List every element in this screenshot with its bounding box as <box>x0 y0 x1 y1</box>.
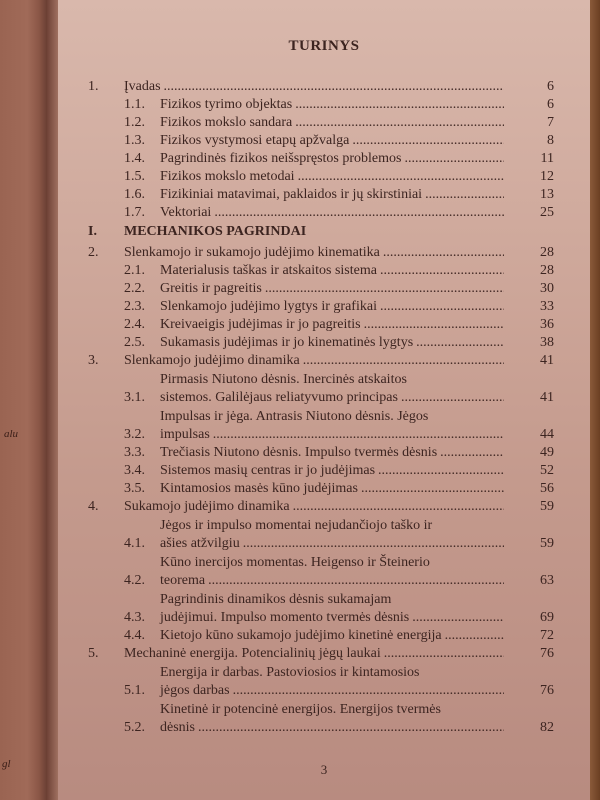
toc-section-entry <box>88 664 554 700</box>
toc-entry-title-line1: Pirmasis Niutono dėsnis. Inercinės atskaitos <box>160 372 407 387</box>
toc-entry-title: MECHANIKOS PAGRINDAI <box>124 224 307 239</box>
toc-page-number: 56 <box>540 481 554 496</box>
dot-leader <box>352 132 504 150</box>
toc-page-number: 25 <box>540 205 554 220</box>
toc-entry-number: 1.4. <box>124 151 145 166</box>
toc-chapter-entry <box>88 645 554 663</box>
dot-leader <box>384 645 504 663</box>
toc-entry-number: 4.4. <box>124 628 145 643</box>
dot-leader <box>416 334 504 352</box>
toc-entry-number: 3.1. <box>124 390 145 405</box>
dot-leader <box>295 114 504 132</box>
dot-leader <box>380 262 504 280</box>
toc-section-entry <box>88 316 554 334</box>
toc-chapter-entry <box>88 498 554 516</box>
table-of-contents <box>88 78 554 737</box>
dot-leader <box>295 96 504 114</box>
toc-entry-title: Kietojo kūno sukamojo judėjimo kinetinė energija <box>160 628 442 643</box>
toc-section-entry <box>88 462 554 480</box>
toc-page-number: 8 <box>547 133 554 148</box>
toc-section-entry <box>88 408 554 444</box>
dot-leader <box>198 719 504 737</box>
toc-entry-number: 5. <box>88 646 99 661</box>
book-page <box>58 0 590 800</box>
toc-entry-title: Mechaninė energija. Potencialinių jėgų laukai <box>124 646 381 661</box>
toc-entry-title: Kreivaeigis judėjimas ir jo pagreitis <box>160 317 361 332</box>
toc-entry-number: 1.6. <box>124 187 145 202</box>
dot-leader <box>213 426 504 444</box>
toc-entry-number: 1. <box>88 79 99 94</box>
dot-leader <box>233 682 504 700</box>
toc-entry-title-line1: Kinetinė ir potencinė energijos. Energijos tvermės <box>160 702 441 717</box>
toc-section-entry <box>88 168 554 186</box>
toc-section-entry <box>88 627 554 645</box>
toc-section-entry <box>88 480 554 498</box>
toc-entry-number: 5.2. <box>124 720 145 735</box>
dot-leader <box>404 150 504 168</box>
dot-leader <box>243 535 504 553</box>
toc-entry-number: 4.1. <box>124 536 145 551</box>
dot-leader <box>214 204 504 222</box>
toc-entry-title: teorema <box>160 573 206 588</box>
toc-entry-title: ašies atžvilgiu <box>160 536 240 551</box>
toc-part-heading <box>88 223 554 241</box>
left-page-fragment: alu <box>4 428 19 440</box>
toc-section-entry <box>88 444 554 462</box>
toc-page-number: 59 <box>540 536 554 551</box>
toc-section-entry <box>88 298 554 316</box>
toc-section-entry <box>88 701 554 737</box>
toc-page-number: 41 <box>540 353 554 368</box>
toc-entry-number: 4. <box>88 499 99 514</box>
toc-entry-title: Vektoriai <box>160 205 212 220</box>
dot-leader <box>425 186 504 204</box>
toc-section-entry <box>88 186 554 204</box>
toc-page-number: 76 <box>540 683 554 698</box>
dot-leader <box>401 389 504 407</box>
dot-leader <box>298 168 504 186</box>
toc-entry-number: 2.2. <box>124 281 145 296</box>
toc-section-entry <box>88 132 554 150</box>
dot-leader <box>378 462 504 480</box>
toc-section-entry <box>88 150 554 168</box>
toc-page-number: 36 <box>540 317 554 332</box>
toc-entry-title: impulsas <box>160 427 210 442</box>
toc-entry-number: I. <box>88 224 97 239</box>
dot-leader <box>445 627 504 645</box>
toc-entry-title: Sukamasis judėjimas ir jo kinematinės lygtys <box>160 335 414 350</box>
toc-entry-title-line1: Kūno inercijos momentas. Heigenso ir Šteinerio <box>160 555 430 570</box>
dot-leader <box>208 572 504 590</box>
adjacent-left-page <box>0 0 46 800</box>
toc-section-entry <box>88 204 554 222</box>
toc-entry-title: Sukamojo judėjimo dinamika <box>124 499 290 514</box>
toc-entry-number: 3.4. <box>124 463 145 478</box>
toc-page-number: 28 <box>540 245 554 260</box>
toc-page-number: 82 <box>540 720 554 735</box>
toc-page-number: 69 <box>540 610 554 625</box>
toc-section-entry <box>88 517 554 553</box>
dot-leader <box>303 352 504 370</box>
dot-leader <box>412 609 504 627</box>
toc-section-entry <box>88 114 554 132</box>
toc-page-number: 12 <box>540 169 554 184</box>
toc-page-number: 44 <box>540 427 554 442</box>
table-background <box>590 0 600 800</box>
toc-section-entry <box>88 334 554 352</box>
toc-entry-number: 5.1. <box>124 683 145 698</box>
dot-leader <box>380 298 504 316</box>
toc-entry-number: 2. <box>88 245 99 260</box>
toc-entry-title: Fizikos mokslo sandara <box>160 115 293 130</box>
toc-entry-number: 2.3. <box>124 299 145 314</box>
toc-entry-title: Fizikos vystymosi etapų apžvalga <box>160 133 350 148</box>
toc-entry-title: dėsnis <box>160 720 195 735</box>
toc-page-number: 28 <box>540 263 554 278</box>
toc-entry-title: Trečiasis Niutono dėsnis. Impulso tvermės dėsnis <box>160 445 438 460</box>
toc-chapter-entry <box>88 244 554 262</box>
toc-page-number: 59 <box>540 499 554 514</box>
dot-leader <box>164 78 504 96</box>
toc-page-number: 72 <box>540 628 554 643</box>
toc-entry-number: 1.1. <box>124 97 145 112</box>
toc-entry-number: 3.2. <box>124 427 145 442</box>
toc-entry-title: Fizikos mokslo metodai <box>160 169 295 184</box>
toc-page-number: 33 <box>540 299 554 314</box>
toc-entry-number: 3. <box>88 353 99 368</box>
dot-leader <box>440 444 504 462</box>
toc-page-number: 7 <box>547 115 554 130</box>
toc-page-number: 13 <box>540 187 554 202</box>
toc-entry-title-line1: Energija ir darbas. Pastoviosios ir kintamosios <box>160 665 420 680</box>
toc-page-number: 49 <box>540 445 554 460</box>
toc-page-number: 11 <box>540 151 554 166</box>
toc-entry-title: Slenkamojo ir sukamojo judėjimo kinematika <box>124 245 380 260</box>
toc-entry-number: 1.3. <box>124 133 145 148</box>
toc-page-number: 38 <box>540 335 554 350</box>
toc-section-entry <box>88 262 554 280</box>
toc-chapter-entry <box>88 352 554 370</box>
toc-section-entry <box>88 280 554 298</box>
toc-entry-title: Pagrindinės fizikos neišspręstos problemos <box>160 151 402 166</box>
toc-page-number: 52 <box>540 463 554 478</box>
toc-entry-title: Slenkamojo judėjimo dinamika <box>124 353 300 368</box>
dot-leader <box>265 280 504 298</box>
toc-page-number: 30 <box>540 281 554 296</box>
toc-page-number: 63 <box>540 573 554 588</box>
toc-entry-number: 3.3. <box>124 445 145 460</box>
dot-leader <box>364 316 504 334</box>
toc-entry-title: jėgos darbas <box>160 683 230 698</box>
toc-entry-number: 2.1. <box>124 263 145 278</box>
toc-entry-number: 4.3. <box>124 610 145 625</box>
toc-entry-title: Fizikiniai matavimai, paklaidos ir jų skirstiniai <box>160 187 423 202</box>
toc-page-number: 6 <box>547 79 554 94</box>
toc-page-number: 6 <box>547 97 554 112</box>
page-title: TURINYS <box>288 38 360 54</box>
toc-entry-title: Materialusis taškas ir atskaitos sistema <box>160 263 377 278</box>
toc-entry-title-line1: Impulsas ir jėga. Antrasis Niutono dėsnis. Jėgos <box>160 409 429 424</box>
page-number: 3 <box>320 762 328 777</box>
toc-entry-number: 3.5. <box>124 481 145 496</box>
toc-entry-number: 1.2. <box>124 115 145 130</box>
toc-section-entry <box>88 554 554 590</box>
toc-section-entry <box>88 371 554 407</box>
toc-entry-title: Greitis ir pagreitis <box>160 281 262 296</box>
left-page-fragment: gl <box>2 758 11 770</box>
toc-entry-title: Sistemos masių centras ir jo judėjimas <box>160 463 376 478</box>
toc-entry-number: 4.2. <box>124 573 145 588</box>
toc-entry-title: sistemos. Galilėjaus reliatyvumo principas <box>160 390 398 405</box>
toc-chapter-entry <box>88 78 554 96</box>
toc-entry-title-line1: Jėgos ir impulso momentai nejudančiojo taško ir <box>160 518 433 533</box>
dot-leader <box>383 244 504 262</box>
toc-entry-number: 2.5. <box>124 335 145 350</box>
toc-entry-number: 1.7. <box>124 205 145 220</box>
toc-entry-number: 1.5. <box>124 169 145 184</box>
toc-entry-title: Fizikos tyrimo objektas <box>160 97 293 112</box>
dot-leader <box>361 480 504 498</box>
toc-entry-title-line1: Pagrindinis dinamikos dėsnis sukamajam <box>160 592 392 607</box>
toc-entry-title: judėjimui. Impulso momento tvermės dėsnis <box>160 610 410 625</box>
toc-page-number: 76 <box>540 646 554 661</box>
dot-leader <box>293 498 504 516</box>
toc-entry-number: 2.4. <box>124 317 145 332</box>
toc-section-entry <box>88 96 554 114</box>
toc-section-entry <box>88 591 554 627</box>
toc-page-number: 41 <box>540 390 554 405</box>
toc-entry-title: Slenkamojo judėjimo lygtys ir grafikai <box>160 299 377 314</box>
toc-entry-title: Įvadas <box>124 79 161 94</box>
toc-entry-title: Kintamosios masės kūno judėjimas <box>160 481 358 496</box>
